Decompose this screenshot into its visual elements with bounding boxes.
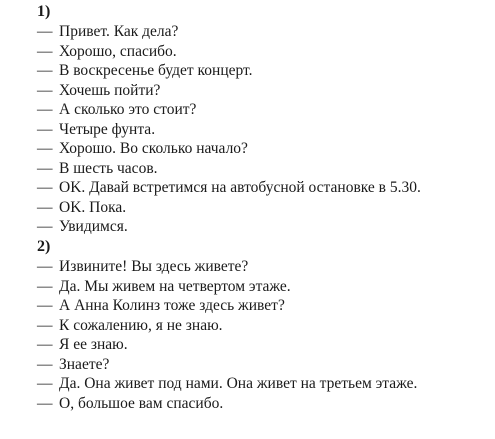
dash-mark: — (37, 218, 53, 235)
line-text: Да. Мы живем на четвертом этаже. (59, 277, 291, 295)
dash-mark: — (37, 42, 53, 60)
line-text: А сколько это стоит? (59, 101, 197, 118)
dash-mark: — (37, 179, 53, 196)
line-text: Я ее знаю. (59, 336, 128, 353)
line-text: Привет. Как дела? (59, 23, 179, 40)
line-text: К сожалению, я не знаю. (59, 316, 223, 334)
dash-mark: — (37, 120, 53, 138)
line-text: В шесть часов. (59, 159, 158, 177)
line-text: Да. Она живет под нами. Она живет на третьем этаже. (59, 375, 418, 392)
line-text: А Анна Колинз тоже здесь живет? (59, 297, 285, 314)
line-text: Извините! Вы здесь живете? (59, 258, 249, 275)
line-text: Знаете? (59, 355, 110, 373)
line-text: Хочешь пойти? (59, 81, 161, 99)
line-text: OK. Пока. (59, 198, 127, 216)
dash-mark: — (37, 198, 53, 216)
dash-mark: — (37, 336, 53, 353)
line-text: Хорошо, спасибо. (59, 42, 177, 60)
line-text: Четыре фунта. (59, 120, 156, 138)
dash-mark: — (37, 258, 53, 275)
dash-mark: — (37, 140, 53, 157)
line-text: OK. Давай встретимся на автобусной остановке в 5.30. (59, 179, 421, 196)
dash-mark: — (37, 316, 53, 334)
dash-mark: — (37, 355, 53, 373)
dash-mark: — (37, 159, 53, 177)
dash-mark: — (37, 394, 53, 412)
dash-mark: — (37, 23, 53, 40)
dash-mark: — (37, 62, 53, 79)
section-heading: 1) (37, 3, 51, 20)
line-text: Хорошо. Во сколько начало? (59, 140, 248, 157)
dash-mark: — (37, 277, 53, 295)
dash-mark: — (37, 101, 53, 118)
dash-mark: — (37, 297, 53, 314)
line-text: В воскресенье будет концерт. (59, 62, 253, 79)
dash-mark: — (37, 81, 53, 99)
dash-mark: — (37, 375, 53, 392)
section-heading: 2) (37, 238, 51, 255)
line-text: Увидимся. (59, 218, 128, 235)
line-text: О, большое вам спасибо. (59, 394, 224, 412)
